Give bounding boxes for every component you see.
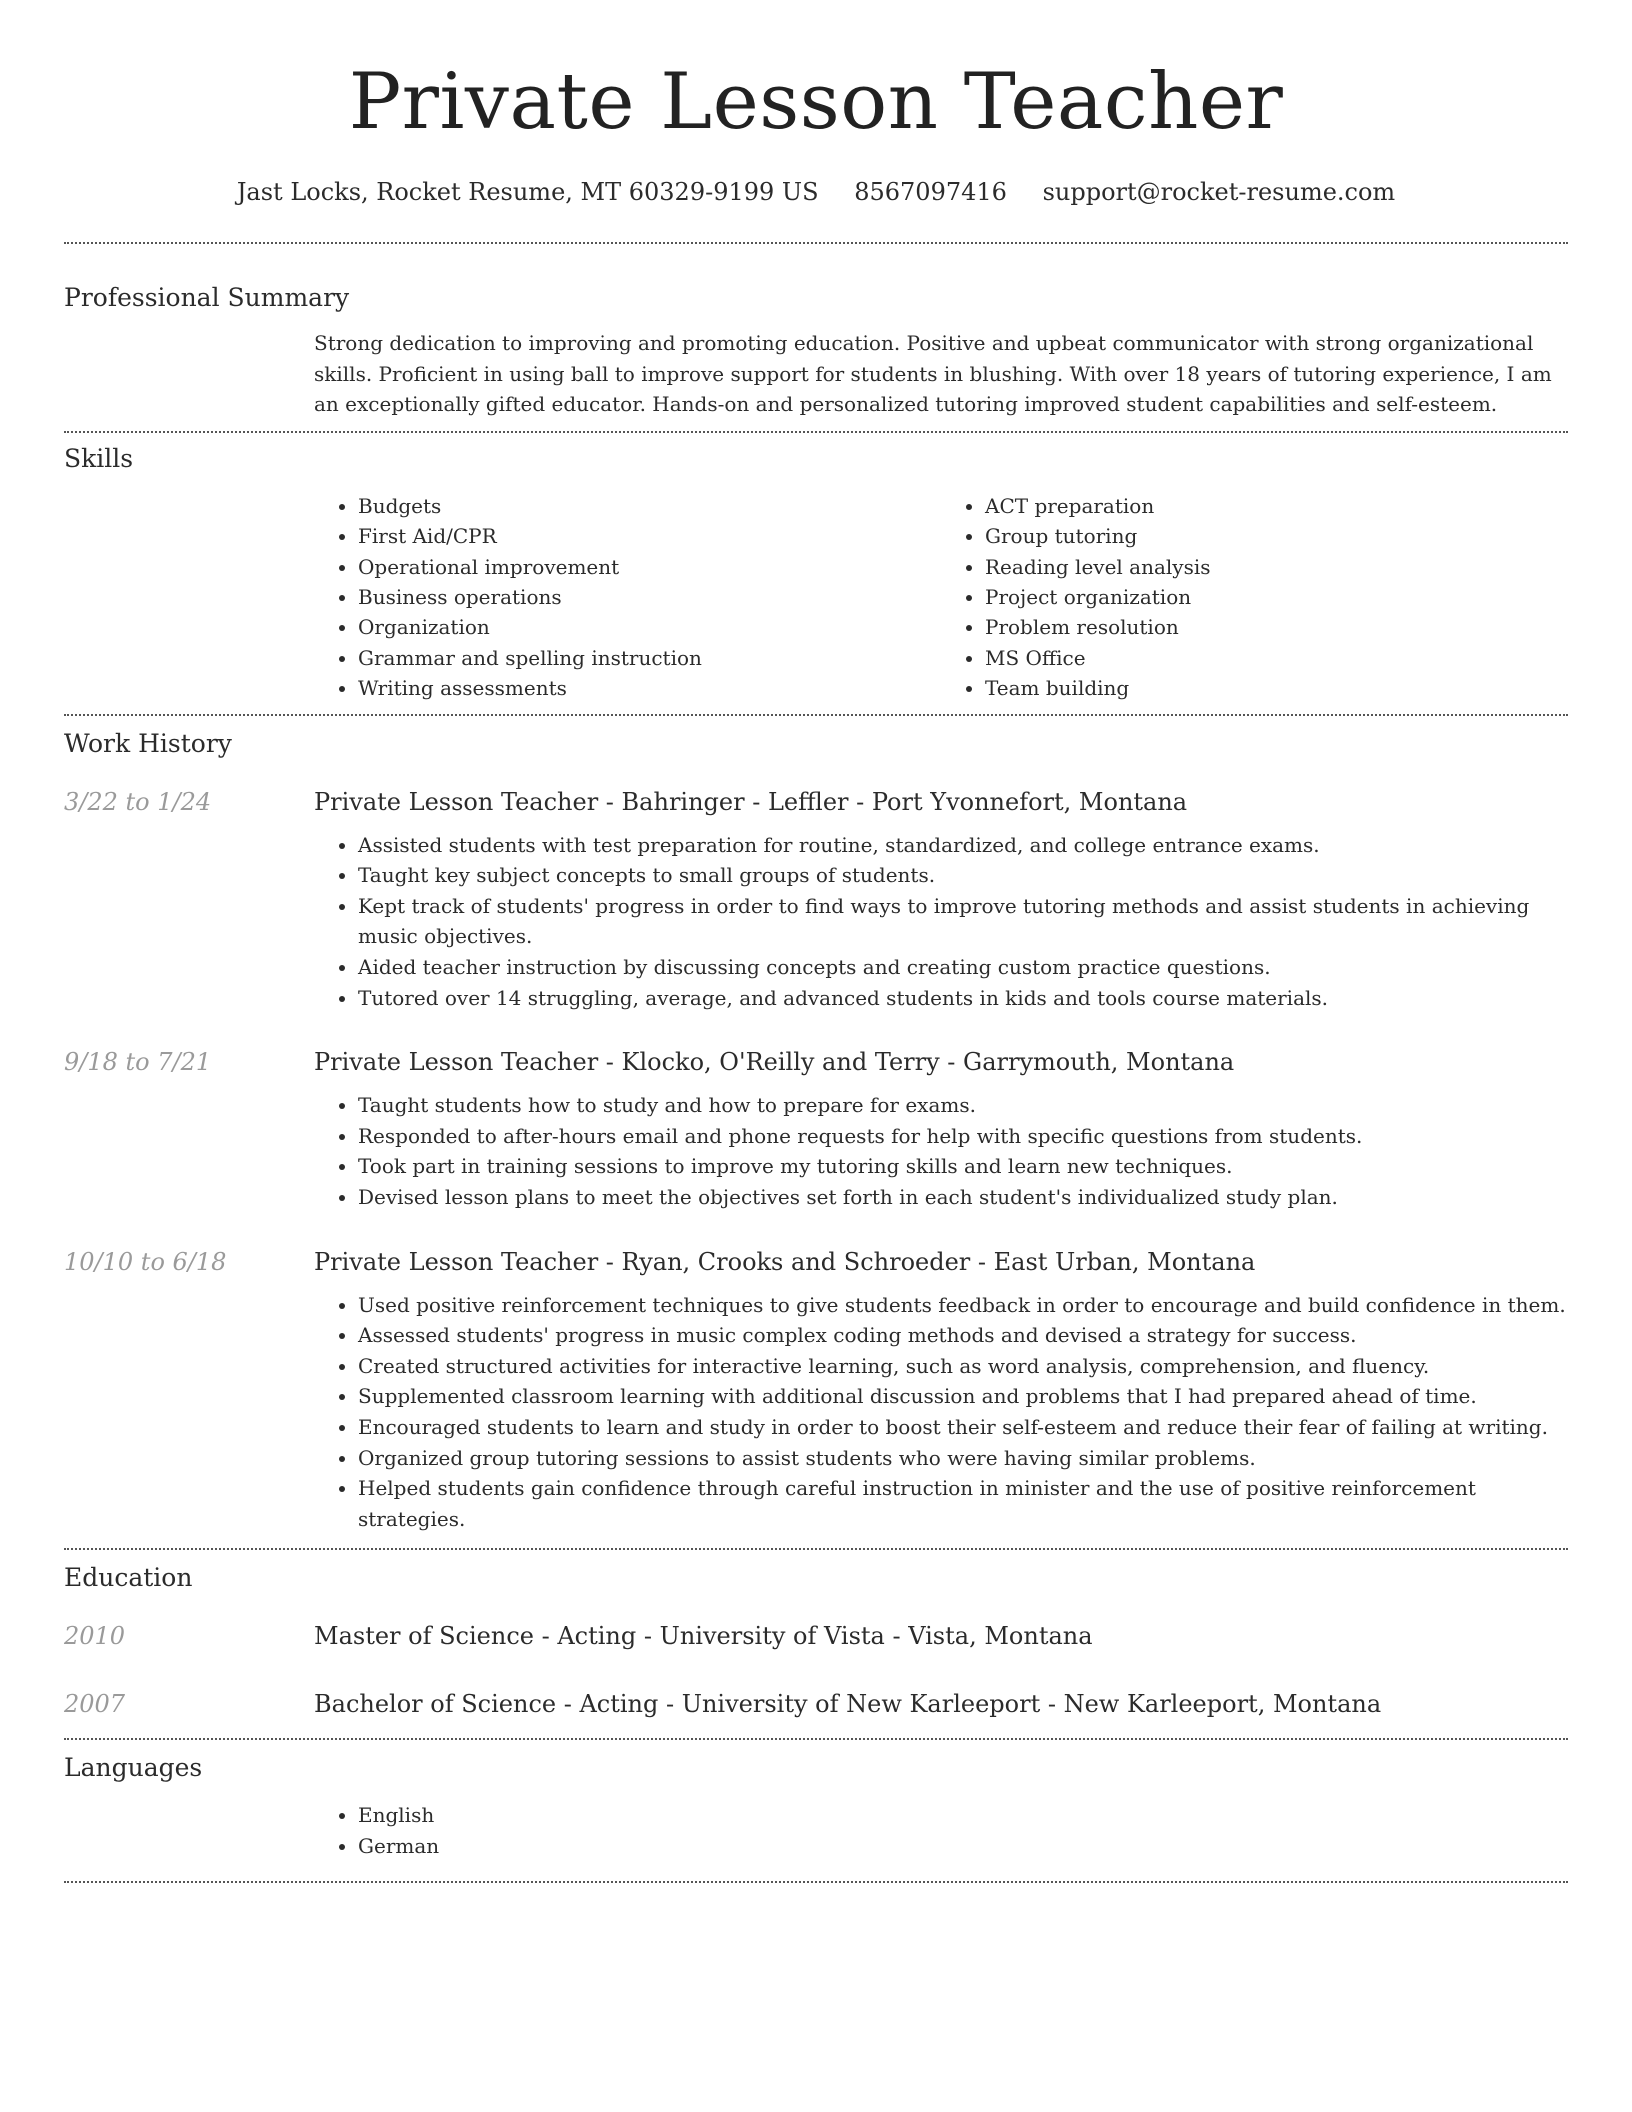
- job-heading: Private Lesson Teacher - Klocko, O'Reilly and Terry - Garrymouth, Montana: [314, 1048, 1235, 1077]
- job-bullet: • Responded to after-hours email and phone requests for help with specific questions from students.: [358, 1121, 1568, 1152]
- job-dates: 3/22 to 1/24: [64, 787, 212, 816]
- summary-section: [64, 244, 1568, 420]
- job-bullet: • Created structured activities for interactive learning, such as word analysis, comprehension, and fluency.: [358, 1351, 1568, 1382]
- language-item: • German: [358, 1831, 1568, 1861]
- skill-item: • ACT preparation: [985, 491, 1568, 521]
- job-bullet: • Assessed students' progress in music complex coding methods and devised a strategy for success.: [358, 1320, 1568, 1351]
- skill-item: • MS Office: [985, 643, 1568, 673]
- job-body: [314, 1246, 1568, 1535]
- address: Jast Locks, Rocket Resume, MT 60329-9199 US: [236, 178, 819, 206]
- work-section: [64, 716, 1568, 1535]
- job-entry: [64, 786, 1568, 1014]
- job-bullet: • Assisted students with test preparation for routine, standardized, and college entrance exams.: [358, 830, 1568, 861]
- education-section: [64, 1550, 1568, 1720]
- job-bullet: • Taught key subject concepts to small groups of students.: [358, 860, 1568, 891]
- email: support@rocket-resume.com: [1042, 178, 1396, 206]
- job-bullet: • Kept track of students' progress in order to find ways to improve tutoring methods and assist students in achieving music objectives.: [358, 891, 1568, 952]
- education-entry: [64, 1620, 1568, 1652]
- skill-item: • Grammar and spelling instruction: [358, 643, 941, 673]
- job-bullet: • Used positive reinforcement techniques to give students feedback in order to encourage and build confidence in them.: [358, 1290, 1568, 1321]
- phone: 8567097416: [854, 178, 1007, 206]
- education-title: Education: [64, 1563, 193, 1593]
- skills-title: Skills: [64, 443, 134, 473]
- language-item: • English: [358, 1800, 1568, 1830]
- languages-content: [314, 1800, 1568, 1861]
- skills-list-left: [314, 491, 941, 704]
- skill-item: • Project organization: [985, 582, 1568, 612]
- skill-item: • Writing assessments: [358, 673, 941, 703]
- job-bullet: • Took part in training sessions to improve my tutoring skills and learn new techniques.: [358, 1151, 1568, 1182]
- summary-title: Professional Summary: [64, 283, 350, 312]
- education-heading: Master of Science - Acting - University of Vista - Vista, Montana: [314, 1622, 1093, 1651]
- job-bullet: • Encouraged students to learn and study in order to boost their self-esteem and reduce their fear of failing at writing.: [358, 1412, 1568, 1443]
- skill-item: • Organization: [358, 612, 941, 642]
- education-body: [314, 1620, 1568, 1652]
- job-bullet: • Tutored over 14 struggling, average, and advanced students in kids and tools course materials.: [358, 983, 1568, 1014]
- job-entry: [64, 1046, 1568, 1212]
- job-bullet: • Supplemented classroom learning with additional discussion and problems that I had prepared ahead of time.: [358, 1381, 1568, 1412]
- job-bullet: • Taught students how to study and how to prepare for exams.: [358, 1090, 1568, 1121]
- job-entry: [64, 1246, 1568, 1535]
- skill-item: • Reading level analysis: [985, 552, 1568, 582]
- skill-item: • Operational improvement: [358, 552, 941, 582]
- skill-item: • Business operations: [358, 582, 941, 612]
- job-body: [314, 786, 1568, 1014]
- skills-columns: [314, 491, 1568, 704]
- job-dates: 9/18 to 7/21: [64, 1048, 212, 1077]
- job-bullet: • Organized group tutoring sessions to assist students who were having similar problems.: [358, 1443, 1568, 1474]
- contact-line: [64, 176, 1568, 208]
- summary-text: Strong dedication to improving and promoting education. Positive and upbeat communicator with strong organizational skills. Proficient in using ball to improve support for students in blushing. With over 18 years of tutoring experience, I am an exceptionally gifted educator. Hands-on and personalized tutoring improved student capabilities and self-esteem.: [314, 331, 1552, 417]
- candidate-name: Private Lesson Teacher: [348, 57, 1284, 147]
- education-heading: Bachelor of Science - Acting - University of New Karleeport - New Karleeport, Montana: [314, 1690, 1382, 1719]
- job-body: [314, 1046, 1568, 1212]
- skill-item: • First Aid/CPR: [358, 521, 941, 551]
- education-year: 2010: [64, 1622, 126, 1651]
- languages-list: [314, 1800, 1568, 1861]
- education-year: 2007: [64, 1690, 126, 1719]
- job-heading: Private Lesson Teacher - Ryan, Crooks and Schroeder - East Urban, Montana: [314, 1247, 1256, 1276]
- languages-section: [64, 1740, 1568, 1861]
- skills-list-right: [941, 491, 1568, 704]
- work-title: Work History: [64, 728, 232, 758]
- job-bullet: • Aided teacher instruction by discussing concepts and creating custom practice questions.: [358, 952, 1568, 983]
- education-body: [314, 1688, 1568, 1720]
- job-heading: Private Lesson Teacher - Bahringer - Leffler - Port Yvonnefort, Montana: [314, 787, 1188, 816]
- divider: [64, 1881, 1568, 1883]
- resume-header: [64, 0, 1568, 208]
- job-bullets: [314, 830, 1568, 1014]
- job-bullets: [314, 1290, 1568, 1535]
- skill-item: • Problem resolution: [985, 612, 1568, 642]
- skills-section: [64, 433, 1568, 704]
- job-bullet: • Devised lesson plans to meet the objectives set forth in each student's individualized study plan.: [358, 1182, 1568, 1213]
- job-dates: 10/10 to 6/18: [64, 1247, 227, 1276]
- skill-item: • Group tutoring: [985, 521, 1568, 551]
- languages-title: Languages: [64, 1753, 203, 1783]
- skill-item: • Team building: [985, 673, 1568, 703]
- job-bullet: • Helped students gain confidence through careful instruction in minister and the use of positive reinforcement strategies.: [358, 1473, 1568, 1534]
- job-bullets: [314, 1090, 1568, 1212]
- education-entry: [64, 1688, 1568, 1720]
- skill-item: • Budgets: [358, 491, 941, 521]
